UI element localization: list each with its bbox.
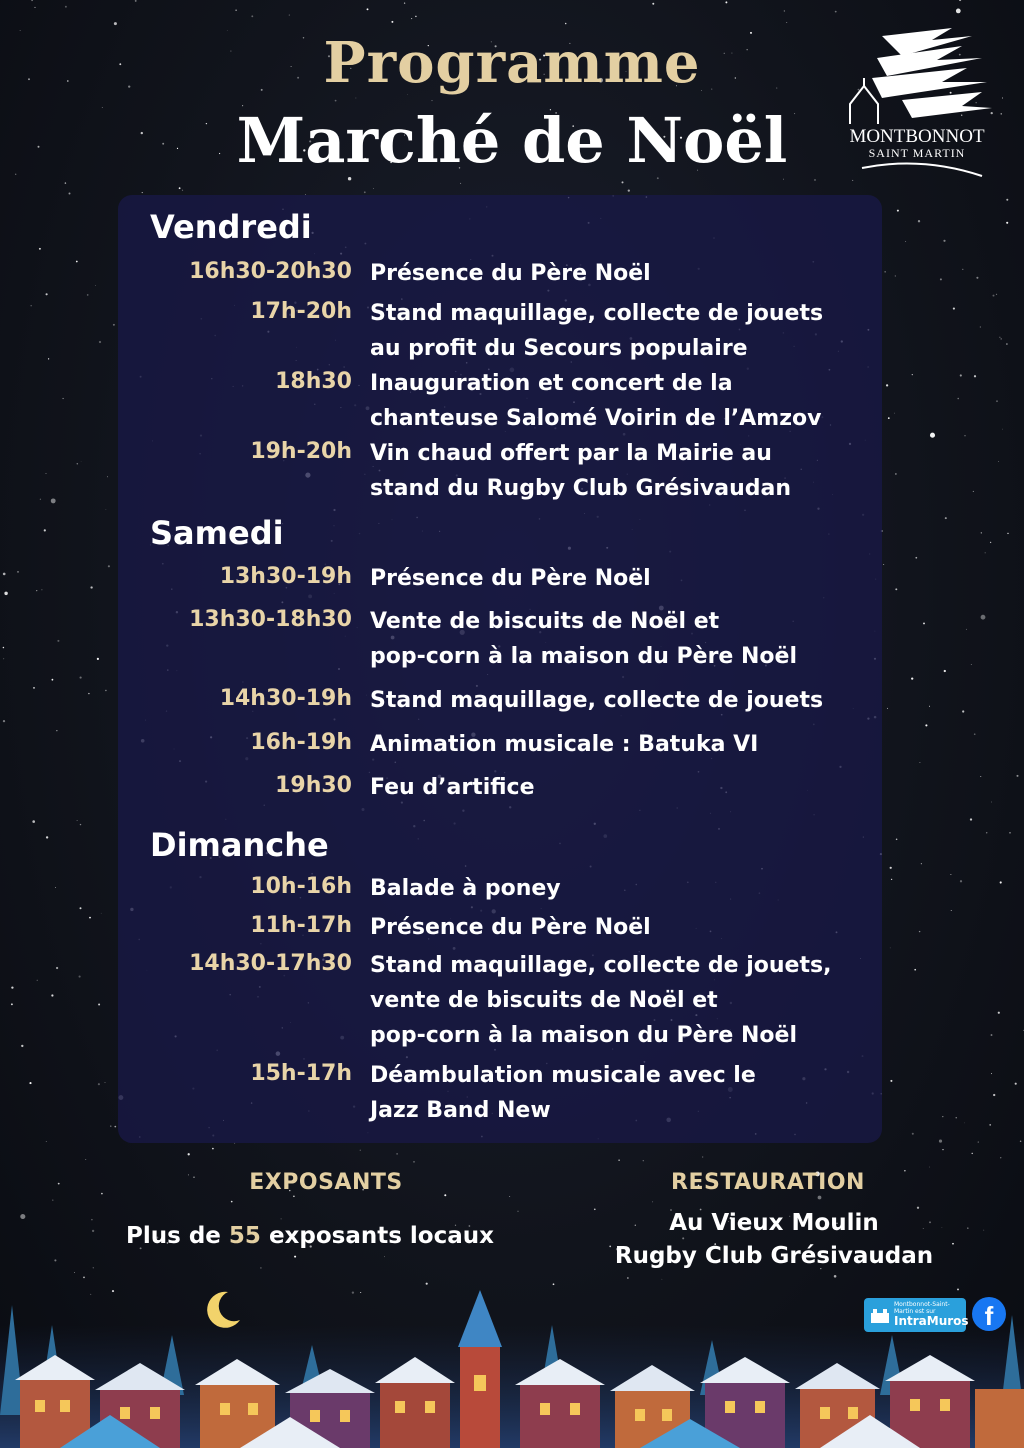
intramuros-name: IntraMuros [894,1314,969,1328]
star [77,820,78,821]
star [957,398,959,400]
star [93,1267,94,1268]
event-description [370,561,870,596]
star [39,248,41,250]
star [1006,199,1008,201]
exposants-prefix: Plus de [126,1223,221,1249]
intramuros-caption: Montbonnot-Saint-Martin est sur [894,1301,950,1315]
star [88,693,89,694]
star [983,1230,984,1231]
star [814,179,815,180]
star [999,337,1000,338]
star [618,1159,619,1160]
title-programme: Programme [323,30,701,96]
star [956,1117,957,1118]
star [3,647,5,649]
event-description [370,366,870,436]
intramuros-logo-icon [871,1307,889,1323]
event-time: 18h30 [275,369,352,394]
star [725,1,727,3]
event-line: Feu d’artifice [370,775,535,800]
event-time: 16h-19h [250,730,352,755]
star [391,21,393,23]
star [993,1094,995,1096]
star [29,1082,31,1084]
star [964,1123,965,1124]
star [1007,533,1008,534]
montbonnot-logo [842,26,992,186]
star [885,271,886,272]
star [37,980,38,981]
star [360,1150,361,1151]
event-line: chanteuse Salomé Voirin de l’Amzov [370,406,822,431]
star [65,6,67,8]
event-line: Vin chaud offert par la Mairie au [370,441,772,466]
star [79,976,81,978]
event-time: 14h30-19h [219,686,352,711]
star [99,341,101,343]
star [293,1195,295,1197]
star [981,532,982,533]
event-description [370,770,870,805]
star [974,375,976,377]
exposants-suffix: exposants locaux [268,1223,494,1249]
event-line: Présence du Père Noël [370,915,651,940]
exposants-label: EXPOSANTS [249,1170,403,1195]
star [956,9,961,14]
star [1015,1083,1017,1085]
star [657,177,659,179]
restauration-item: Rugby Club Grésivaudan [614,1243,934,1269]
star [431,100,432,101]
star [21,1045,23,1047]
star [565,23,567,25]
star [367,8,369,10]
star [784,10,785,11]
exposants-count: 55 [228,1223,261,1249]
day-title-dimanche: Dimanche [150,826,329,864]
star [62,398,63,399]
star [46,473,47,474]
star [998,1012,1000,1014]
event-time: 19h30 [275,773,352,798]
event-line: Inauguration et concert de la [370,371,733,396]
star [890,867,892,869]
star [896,839,898,841]
star [972,1153,973,1154]
star [90,586,92,588]
star [56,730,57,731]
star [235,9,236,10]
star [80,824,81,825]
event-line: Déambulation musicale avec le [370,1063,756,1088]
star [918,220,920,222]
star [890,948,891,949]
star [57,640,59,642]
star [55,887,56,888]
star [415,16,417,18]
star [411,18,412,19]
star [1020,1141,1022,1143]
event-description [370,1058,870,1128]
event-description [370,910,870,945]
star [31,305,32,306]
star [142,192,143,193]
title-marche-de-noel: Marché de Noël [236,104,788,177]
star [895,275,896,276]
star [289,15,290,16]
star [940,278,942,280]
star [81,461,82,462]
star [17,571,18,572]
star [985,553,986,554]
star [990,542,991,543]
star [974,733,976,735]
star [942,1116,943,1117]
star [970,818,972,820]
star [518,1211,519,1212]
event-time: 11h-17h [250,913,352,938]
star [80,907,82,909]
event-line: Stand maquillage, collecte de jouets [370,688,824,713]
event-time: 14h30-17h30 [189,951,352,976]
event-line: pop-corn à la maison du Père Noël [370,644,797,669]
event-description [370,948,870,1053]
event-line: Balade à poney [370,876,561,901]
star [643,1160,644,1161]
event-line: Présence du Père Noël [370,261,651,286]
star [364,191,366,193]
star [783,179,784,180]
star [953,308,955,310]
star [989,1124,991,1126]
day-title-vendredi: Vendredi [150,208,312,246]
star [114,1126,116,1128]
star [702,1156,703,1157]
star [396,1153,398,1155]
star [991,1073,992,1074]
star [905,241,906,242]
star [912,1133,914,1135]
event-description [370,683,870,718]
event-time: 17h-20h [250,299,352,324]
event-time: 16h30-20h30 [189,259,352,284]
star [95,285,96,286]
restauration-label: RESTAURATION [671,1170,865,1195]
star [912,374,913,375]
restauration-list [574,1207,974,1273]
star [335,100,337,102]
star [939,1140,942,1143]
event-line: Animation musicale : Batuka VI [370,732,759,757]
star [87,294,89,296]
star [834,1275,837,1278]
star [260,1267,262,1269]
star [978,1141,979,1142]
star [991,802,992,803]
star [31,0,33,1]
star [11,1003,13,1005]
star [960,374,962,376]
star [460,183,461,184]
event-description [370,256,870,291]
star [69,193,71,195]
exposants-text [90,1220,530,1253]
star [33,687,35,689]
star [942,1149,943,1150]
event-description [370,296,870,366]
event-description [370,871,870,906]
star [32,820,35,823]
event-description [370,436,870,506]
star [135,0,137,2]
star [85,1159,86,1160]
star [58,1183,60,1185]
star [384,1256,385,1257]
day-title-samedi: Samedi [150,514,284,552]
star [662,1279,663,1280]
star [993,295,995,297]
star [897,210,899,212]
star [46,1141,47,1142]
star [20,1214,25,1219]
star [51,498,56,503]
star [44,529,46,531]
star [986,832,987,833]
star [404,2,405,3]
star [113,324,115,326]
event-line: vente de biscuits de Noël et [370,988,718,1013]
star [52,1199,53,1200]
event-line: Présence du Père Noël [370,566,651,591]
star [114,22,117,25]
intramuros-badge[interactable] [864,1298,969,1332]
star [652,3,654,5]
star [627,1277,628,1278]
star [998,461,999,462]
star [1002,98,1003,99]
star [373,188,374,189]
star [1000,1157,1001,1158]
star [980,326,981,327]
star [980,776,981,777]
star [3,720,5,722]
star [1006,222,1008,224]
star [179,187,181,189]
star [944,670,946,672]
star [923,622,925,624]
star [925,724,927,726]
star [929,1167,930,1168]
star [52,679,54,681]
star [294,1256,296,1258]
star [41,589,42,590]
star [48,358,49,359]
star [914,969,916,971]
star [1016,775,1018,777]
star [182,190,183,191]
star [930,433,935,438]
star [652,1202,653,1203]
star [80,677,82,679]
star [919,931,920,932]
star [46,293,48,295]
star [962,710,964,712]
event-time: 13h30-19h [219,564,352,589]
star [509,1196,510,1197]
star [959,0,961,1]
star [4,592,7,595]
event-line: pop-corn à la maison du Père Noël [370,1023,797,1048]
star [888,417,890,419]
star [964,435,965,436]
star [83,1277,85,1279]
star [3,658,4,659]
event-description [370,727,870,762]
star [74,1272,75,1273]
event-line: Vente de biscuits de Noël et [370,609,720,634]
star [3,573,6,576]
star [34,7,35,8]
star [886,384,888,386]
star [883,564,884,565]
event-time: 10h-16h [250,874,352,899]
star [786,22,787,23]
star [973,491,974,492]
star [894,413,895,414]
star [1009,832,1011,834]
star [976,277,978,279]
star [107,476,108,477]
star [929,706,930,707]
star [1002,429,1003,430]
star [991,1034,993,1036]
star [188,1153,190,1155]
star [895,588,897,590]
star [622,181,624,183]
star [1000,338,1002,340]
event-line: Stand maquillage, collecte de jouets, [370,953,832,978]
star [356,98,357,99]
event-time: 19h-20h [250,439,352,464]
star [891,879,892,880]
star [1006,343,1008,345]
star [98,1003,100,1005]
logo-name-line2: SAINT MARTIN [868,146,966,160]
star [101,1193,103,1195]
star [231,1201,233,1203]
event-line: stand du Rugby Club Grésivaudan [370,476,792,501]
star [89,917,91,919]
star [971,664,972,665]
star [835,11,837,13]
star [77,463,78,464]
star [65,182,66,183]
star [1000,881,1002,883]
star [915,557,917,559]
event-line: Jazz Band New [370,1098,551,1123]
star [212,1148,214,1150]
star [818,1196,822,1200]
event-line: Stand maquillage, collecte de jouets [370,301,824,326]
star [51,994,53,996]
star [46,836,48,838]
star [966,629,967,630]
facebook-icon[interactable]: f [972,1297,1006,1331]
star [996,400,998,402]
event-time: 15h-17h [250,1061,352,1086]
star [348,177,351,180]
star [413,1161,414,1162]
star [40,499,41,500]
star [890,1080,892,1082]
star [76,261,78,263]
star [106,509,107,510]
star [11,986,13,988]
star [110,1126,111,1127]
event-time: 13h30-18h30 [189,607,352,632]
restauration-item: Au Vieux Moulin [669,1210,879,1236]
star [921,863,922,864]
logo-graphic-icon [842,26,992,186]
star [919,762,920,763]
star [996,294,997,295]
star [887,708,888,709]
star [951,910,952,911]
star [960,880,962,882]
star [911,677,913,679]
star [251,15,253,17]
star [950,874,951,875]
event-description [370,604,870,674]
event-line: au profit du Secours populaire [370,336,748,361]
star [945,517,947,519]
star [895,473,896,474]
logo-name-line1: MONTBONNOT [849,126,985,147]
star [36,590,37,591]
star [943,240,945,242]
star [54,1259,56,1261]
star [628,189,630,191]
star [56,967,58,969]
star [962,269,963,270]
star [981,615,986,620]
star [97,658,99,660]
